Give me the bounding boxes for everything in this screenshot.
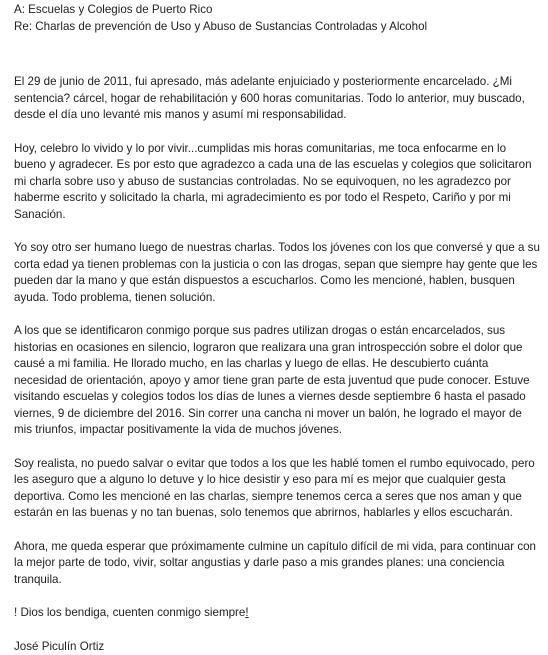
paragraph-talks: Yo soy otro ser humano luego de nuestras charlas. Todos los jóvenes con los que conversé y que a su corta edad ya tienen problemas con la justicia o con las drogas, sepan que siempre hay gente que les pueden dar la mano y que están dispuestos a escucharlos. Como les mencioné, hablen, busquen ayuda. Todo problema, tienen solución.	[14, 240, 540, 306]
paragraph-future: Ahora, me queda esperar que próximamente culmine un capítulo difícil de mi vida, para continuar con la mejor parte de todo, vivir, soltar angustias y darle paso a mis grandes planes: una conciencia tranquila.	[14, 539, 540, 589]
signature: José Piculín Ortiz	[14, 639, 540, 655]
paragraph-blessing	[14, 605, 540, 622]
subject-line: Re: Charlas de prevención de Uso y Abuso de Sustancias Controladas y Alcohol	[14, 19, 540, 36]
letter-page	[0, 2, 548, 602]
paragraph-realism: Soy realista, no puedo salvar o evitar que todos a los que les hablé tomen el rumbo equivocado, pero les aseguro que a alguno lo detuve y lo hice desistir y eso para mí es mejor que cualquier gesta deportiva. Como les mencioné en las charlas, siempre tenemos cerca a seres que nos aman y que estarán en las buenas y no tan buenas, solo tenemos que abrirnos, hablarles y ellos escucharán.	[14, 456, 540, 522]
paragraph-arrest: El 29 de junio de 2011, fui apresado, más adelante enjuiciado y posteriormente encarcelado. ¿Mi sentencia? cárcel, hogar de rehabilitación y 600 horas comunitarias. Todo lo anterior, muy buscado, desde el día uno levanté mis manos y asumí mi responsabilidad.	[14, 74, 540, 124]
blessing-text: ! Dios los bendiga, cuenten conmigo siempre	[14, 606, 245, 619]
paragraph-introspection: A los que se identificaron conmigo porque sus padres utilizan drogas o están encarcelados, sus historias en ocasiones en silencio, lograron que realizara una gran introspección sobre el dolor que causé a mi familia. He llorado mucho, en las charlas y luego de ellas. He descubierto cuánta necesidad de orientación, apoyo y amor tiene gran parte de esta juventud que pude conocer. Estuve visitando escuelas y colegios todos los días de lunes a viernes desde septiembre 6 hasta el pasado viernes, 9 de diciembre del 2016. Sin correr una cancha ni mover un balón, he logrado el mayor de mis triunfos, impactar positivamente la vida de muchos jóvenes.	[14, 323, 540, 439]
recipient-line: A: Escuelas y Colegios de Puerto Rico	[14, 2, 540, 19]
paragraph-gratitude: Hoy, celebro lo vivido y lo por vivir...cumplidas mis horas comunitarias, me toca enfocarme en lo bueno y agradecer. Es por esto que agradezco a cada una de las escuelas y colegios que solicitaron mi charla sobre uso y abuso de sustancias controladas. No se equivoquen, no les agradezco por haberme escrito y solicitado la charla, mi agradecimiento es por todo el Respeto, Cariño y por mi Sanación.	[14, 141, 540, 224]
blessing-exclamation: !	[245, 606, 248, 619]
